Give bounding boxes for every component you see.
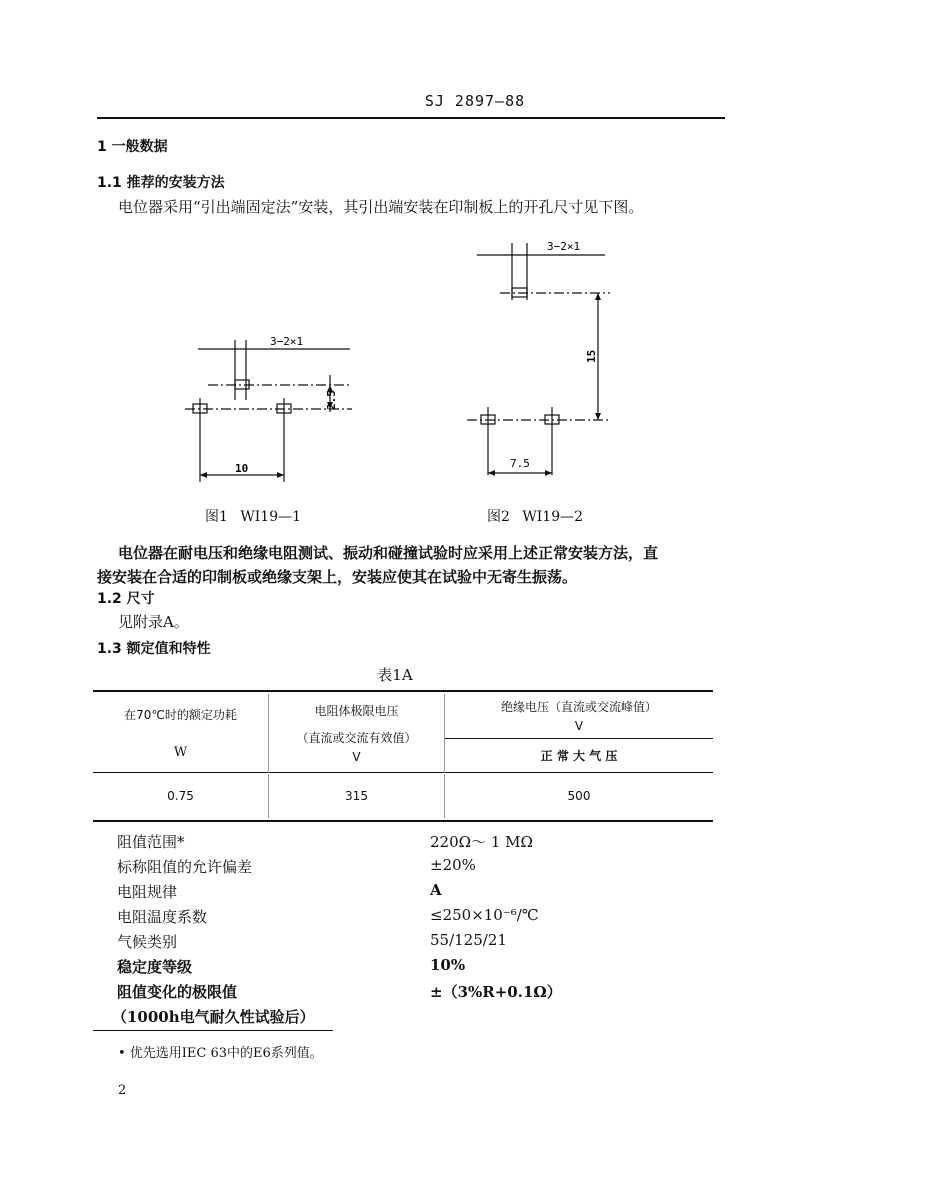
section-1-2-text: 见附录A。 xyxy=(118,613,189,631)
col2-header-cell xyxy=(269,694,445,772)
cell-limit-voltage: 315 xyxy=(269,774,445,818)
cell-insulation-voltage: 500 xyxy=(567,789,591,803)
spec-value-tolerance: ±20% xyxy=(430,856,476,874)
col2-unit: V xyxy=(352,749,361,764)
figure-2-drawing xyxy=(455,235,625,490)
col2-header: 电阻体极限电压 xyxy=(314,703,399,718)
figure-2-model: WI19—2 xyxy=(522,509,584,525)
spec-value-law: A xyxy=(430,881,442,899)
footnote: • 优先选用IEC 63中的E6系列值。 xyxy=(118,1046,323,1061)
col3-header: 绝缘电压（直流或交流峰值） xyxy=(500,700,657,715)
figure-1-caption xyxy=(205,506,301,526)
fig1-hole-label: 3−2×1 xyxy=(270,335,304,348)
section-1-3-title: 1.3 额定值和特性 xyxy=(97,641,211,657)
section-1-1-text: 电位器采用“引出端固定法”安装，其引出端安装在印制板上的开孔尺寸见下图。 xyxy=(118,198,644,216)
col3-sub: 正 常 大 气 压 xyxy=(540,748,618,763)
mounting-paragraph-line1: 电位器在耐电压和绝缘电阻测试、振动和碰撞试验时应采用上述正常安装方法，直 xyxy=(118,544,659,562)
fig2-vertical-label: 15 xyxy=(585,349,598,363)
spec-label-stability: 稳定度等级 xyxy=(117,958,193,976)
header-rule xyxy=(97,117,725,119)
col3-unit: V xyxy=(574,719,584,734)
col3-header-cell xyxy=(445,694,714,738)
col1-header: 在70℃时的额定功耗 xyxy=(124,707,237,722)
spec-label-climate: 气候类别 xyxy=(117,933,178,951)
col1-header-cell xyxy=(93,694,269,772)
spec-value-range: 220Ω～ 1 MΩ xyxy=(430,833,533,851)
spec-value-climate: 55/125/21 xyxy=(430,931,507,949)
section-1-1-title: 1.1 推荐的安装方法 xyxy=(97,175,225,191)
table-caption: 表1A xyxy=(377,666,413,684)
figure-1-model: WI19—1 xyxy=(240,509,302,525)
rating-table xyxy=(93,690,713,822)
page-number: 2 xyxy=(118,1083,127,1098)
fig2-hole-label: 3−2×1 xyxy=(547,240,581,253)
mounting-paragraph-line2: 接安装在合适的印制板或绝缘支架上，安装应使其在试验中无寄生振荡。 xyxy=(97,568,578,586)
document-code: SJ 2897—88 xyxy=(424,92,526,110)
fig1-vertical-label: 2.5 xyxy=(325,390,338,410)
fig2-horizontal-label: 7.5 xyxy=(510,457,530,470)
spec-value-temp-coeff: ≤250×10⁻⁶/℃ xyxy=(430,906,539,924)
spec-value-stability: 10% xyxy=(430,956,466,974)
spec-label-temp-coeff: 电阻温度系数 xyxy=(117,908,208,926)
spec-label-range: 阻值范围* xyxy=(117,833,185,851)
figure-1-number: 图1 xyxy=(205,509,228,525)
spec-label-tolerance: 标称阻值的允许偏差 xyxy=(117,858,253,876)
section-1-2-title: 1.2 尺寸 xyxy=(97,591,155,607)
figure-2-caption xyxy=(487,506,583,526)
spec-label-law: 电阻规律 xyxy=(117,883,178,901)
footnote-rule xyxy=(93,1030,333,1031)
col2-sub: （直流或交流有效值） xyxy=(296,730,417,745)
spec-label-change-limit: 阻值变化的极限值 xyxy=(117,983,238,1001)
spec-value-change-limit: ±（3%R+0.1Ω） xyxy=(430,983,562,1001)
cell-power: 0.75 xyxy=(93,774,269,818)
fig1-horizontal-label: 10 xyxy=(235,462,249,475)
figure-2-number: 图2 xyxy=(487,509,510,525)
spec-label-endurance-note: （1000h电气耐久性试验后） xyxy=(112,1008,315,1026)
figure-1-drawing xyxy=(180,330,370,500)
col1-unit: W xyxy=(173,744,188,760)
section-1-title: 1 一般数据 xyxy=(97,139,168,155)
